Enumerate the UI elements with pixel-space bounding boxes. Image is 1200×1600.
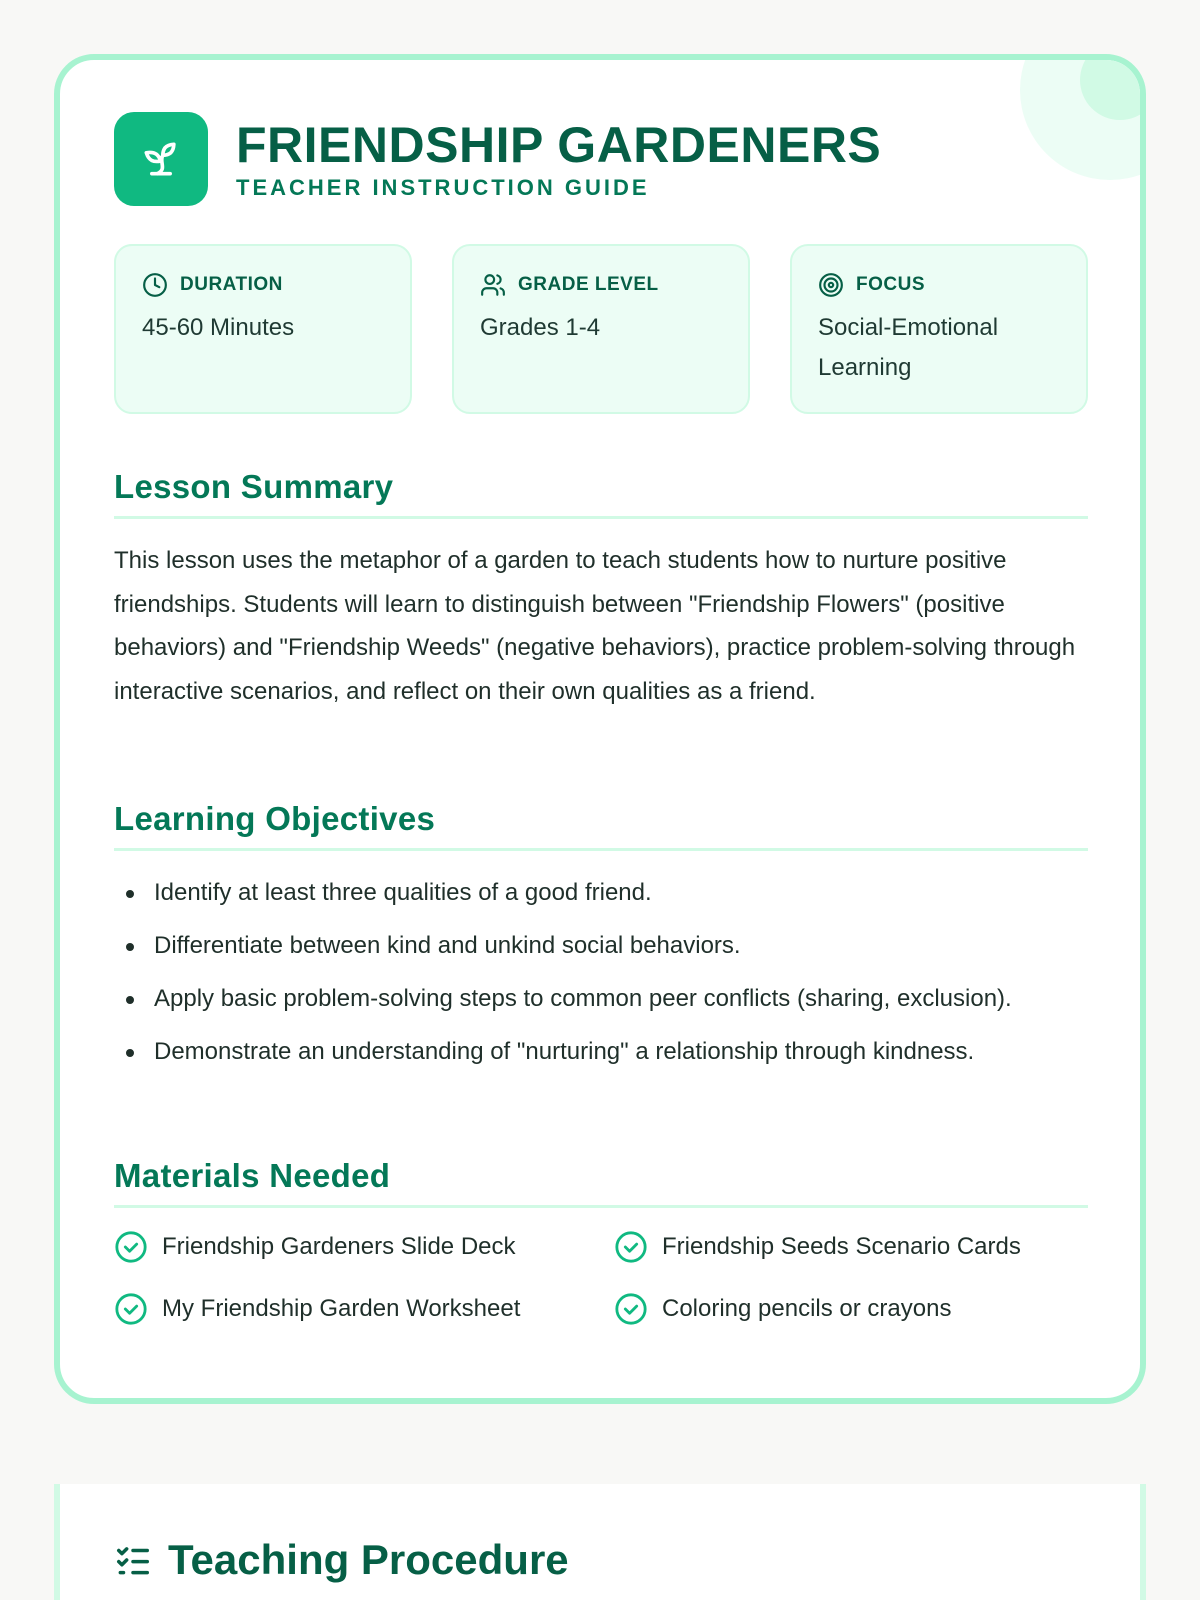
- list-checks-icon: [114, 1541, 152, 1579]
- material-item: My Friendship Garden Worksheet: [114, 1292, 614, 1326]
- meta-duration: [114, 244, 412, 414]
- objectives-list: [114, 873, 1088, 1072]
- check-circle-icon: [614, 1230, 648, 1264]
- target-icon: [818, 272, 844, 298]
- meta-label: FOCUS: [856, 274, 925, 295]
- section-title: Learning Objectives: [114, 800, 1088, 851]
- meta-label: GRADE LEVEL: [518, 274, 659, 295]
- meta-value: Social-Emotional Learning: [818, 314, 999, 381]
- meta-value: 45-60 Minutes: [142, 314, 295, 341]
- list-item: Apply basic problem-solving steps to common peer conflicts (sharing, exclusion).: [114, 979, 1088, 1019]
- check-circle-icon: [614, 1292, 648, 1326]
- summary-text: This lesson uses the metaphor of a garden to teach students how to nurture positive friendships. Students will learn to distinguish between "Friendship Flowers" (positive behaviors) and "Friendship Weeds" (negative behaviors), practice problem-solving through interactive scenarios, and reflect on their own qualities as a friend.: [114, 547, 1076, 705]
- check-circle-icon: [114, 1292, 148, 1326]
- check-circle-icon: [114, 1230, 148, 1264]
- list-item: Demonstrate an understanding of "nurturing" a relationship through kindness.: [114, 1032, 1088, 1072]
- lesson-overview-card: [54, 54, 1146, 1404]
- material-item: Coloring pencils or crayons: [614, 1292, 1088, 1326]
- meta-focus: [790, 244, 1088, 414]
- meta-grade-level: [452, 244, 750, 414]
- sprout-icon: [114, 112, 208, 206]
- meta-label: DURATION: [180, 274, 283, 295]
- clock-icon: [142, 272, 168, 298]
- section-title: Materials Needed: [114, 1157, 1088, 1208]
- meta-value: Grades 1-4: [480, 314, 601, 341]
- users-icon: [480, 272, 506, 298]
- header: [114, 112, 881, 206]
- materials-grid: [114, 1230, 1088, 1326]
- meta-row: [114, 244, 1088, 414]
- teaching-procedure-card: [54, 1484, 1146, 1600]
- material-item: Friendship Gardeners Slide Deck: [114, 1230, 614, 1264]
- list-item: Differentiate between kind and unkind social behaviors.: [114, 926, 1088, 966]
- list-item: Identify at least three qualities of a good friend.: [114, 873, 1088, 913]
- material-item: Friendship Seeds Scenario Cards: [614, 1230, 1088, 1264]
- materials-section: [114, 1157, 1088, 1326]
- page-subtitle: TEACHER INSTRUCTION GUIDE: [236, 175, 650, 200]
- learning-objectives-section: [114, 800, 1088, 1085]
- lesson-summary-section: [114, 468, 1088, 713]
- section-title: Lesson Summary: [114, 468, 1088, 519]
- page-title: FRIENDSHIP GARDENERS: [236, 117, 882, 173]
- procedure-title: Teaching Procedure: [114, 1536, 569, 1584]
